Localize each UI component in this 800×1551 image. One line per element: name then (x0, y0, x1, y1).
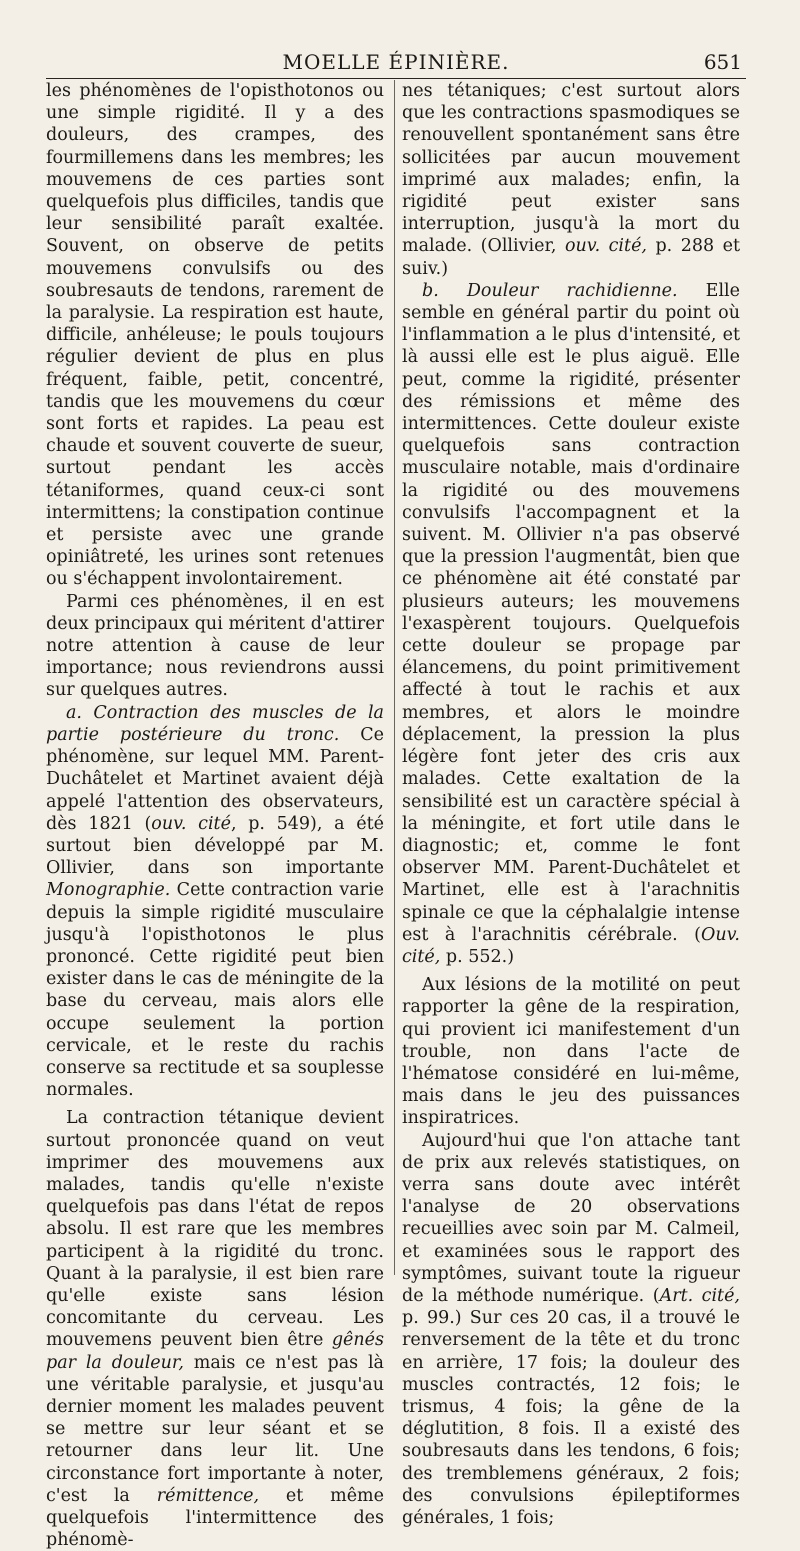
paragraph-text: les phénomènes de l'opisthotonos ou une simple rigidité. Il y a des douleurs, des crampes, des fourmillemens dans les membres; les mouvemens de ces parties sont quelquefois plus difficiles, tandis que leur sensibilité paraît exaltée. Souvent, on observe de petits mouvemens convulsifs ou des soubresauts de tendons, rarement de la paralysie. La respiration est haute, difficile, anhéleuse; le pouls toujours régulier devient de plus en plus fréquent, faible, petit, concentré, tandis que les mouvemens du cœur sont forts et rapides. La peau est chaude et souvent couverte de sueur, surtout pendant les accès tétaniformes, quand ceux-ci sont intermittens; la constipation continue et persiste avec une grande opiniâtreté, les urines sont retenues ou s'échappent involontairement. (46, 81, 384, 590)
paragraph (402, 1130, 740, 1530)
emphasis-italic: rémittence, (156, 1485, 260, 1506)
paragraph (46, 1107, 384, 1551)
running-title: MOELLE ÉPINIÈRE. (282, 50, 510, 74)
paragraph-text: Aujourd'hui que l'on attache tant de prix aux relevés statistiques, on verra sans doute avec intérêt l'analyse de 20 observations recueillies avec soin par M. Calmeil, et examinées sous le rapport des symptômes, suivant toute la rigueur de la méthode numérique. ( (402, 1130, 740, 1306)
paragraph-text: , p. 549), a été surtout bien développé par M. Ollivier, dans son importante (46, 813, 384, 879)
right-column (402, 80, 740, 1529)
column-divider (394, 80, 395, 1275)
paragraph (402, 80, 740, 280)
paragraph-text: et même quelquefois l'intermittence des phénomè- (46, 1485, 385, 1551)
paragraph-text: Cette contraction varie depuis la simple rigidité musculaire jusqu'à l'opisthotonos le plus prononcé. Cette rigidité peut bien exister dans le cas de méningite de la base du cerveau, mais alors elle occupe seulement la portion cervicale, et le reste du rachis conserve sa rectitude et sa souplesse normales. (46, 880, 384, 1101)
section-paragraph (46, 702, 384, 1102)
paragraph-text: mais ce n'est pas là une véritable paralysie, et jusqu'au dernier moment les malades peuvent se mettre sur leur séant et se retourner dans leur lit. Une circonstance fort importante à noter, c'est la (46, 1352, 384, 1506)
section-heading-italic: a. Contraction des muscles de la partie postérieure du tronc. (46, 702, 384, 745)
left-column (46, 80, 384, 1551)
citation-italic: ouv. cité, (564, 236, 647, 257)
paragraph-text: p. 552.) (440, 946, 515, 967)
citation-italic: ouv. cité (151, 813, 231, 834)
paragraph (402, 974, 740, 1129)
emphasis-italic: gênés par la douleur, (46, 1330, 384, 1373)
paragraph (46, 591, 384, 702)
citation-italic: Ouv. cité, (402, 924, 740, 967)
section-heading-italic: b. Douleur rachidienne. (422, 280, 678, 301)
page-number: 651 (703, 50, 742, 74)
paragraph-text: nes tétaniques; c'est surtout alors que les contractions spasmodiques se renouvellent spontanément sans être sollicitées par aucun mouvement imprimé aux malades; enfin, la rigidité peut exister sans interruption, jusqu'à la mort du malade. (Ollivier, (402, 81, 740, 257)
page-header (46, 48, 746, 79)
title-italic: Monographie. (46, 880, 171, 901)
paragraph-text: p. 99.) Sur ces 20 cas, il a trouvé le renversement de la tête et du tronc en arrière, 17 fois; la douleur des muscles contractés, 12 fois; le trismus, 4 fois; la gêne de la déglutition, 8 fois. Il a existé des soubresauts dans les tendons, 6 fois; des tremblemens généraux, 2 fois; des convulsions épileptiformes générales, 1 fois; (402, 1308, 740, 1528)
paragraph (46, 80, 384, 591)
paragraph-text: p. 288 et suiv.) (402, 236, 740, 279)
paragraph-text: Parmi ces phénomènes, il en est deux principaux qui méritent d'attirer notre attention à cause de leur importance; nous reviendrons aussi sur quelques autres. (46, 591, 384, 701)
paragraph-text: Aux lésions de la motilité on peut rapporter la gêne de la respiration, qui provient ici manifestement d'un trouble, non dans l'acte de l'hématose considéré en lui-même, mais dans le jeu des puissances inspiratrices. (402, 975, 740, 1129)
paragraph-text: Ce phénomène, sur lequel MM. Parent-Duchâtelet et Martinet avaient déjà appelé l'attention des observateurs, dès 1821 ( (46, 724, 384, 834)
paragraph-text: Elle semble en général partir du point où l'inflammation a le plus d'intensité, et là aussi elle est le plus aiguë. Elle peut, comme la rigidité, présenter des rémissions et même des intermittences. Cette douleur existe quelquefois sans contraction musculaire notable, mais d'ordinaire la rigidité ou des mouvemens convulsifs l'accompagnent et la suivent. M. Ollivier n'a pas observé que la pression l'augmentât, bien que ce phénomène ait été constaté par plusieurs auteurs; les mouvemens l'exaspèrent toujours. Quelquefois cette douleur se propage par élancemens, du point primitivement affecté à tout le rachis et aux membres, et alors le moindre déplacement, la pression la plus légère font jeter des cris aux malades. Cette exaltation de la sensibilité est un caractère spécial à la méningite, et fort utile dans le diagnostic; et, comme le font observer MM. Parent-Duchâtelet et Martinet, elle est à l'arachnitis spinale ce que la céphalalgie intense est à l'arachnitis cérébrale. ( (402, 280, 741, 945)
section-paragraph (402, 280, 740, 968)
paragraph-text: La contraction tétanique devient surtout prononcée quand on veut imprimer des mouvemens aux malades, tandis qu'elle n'existe quelquefois pas dans l'état de repos absolu. Il est rare que les membres participent à la rigidité du tronc. Quant à la paralysie, il est bien rare qu'elle existe sans lésion concomitante du cerveau. Les mouvemens peuvent bien être (46, 1108, 384, 1351)
citation-italic: Art. cité, (659, 1285, 740, 1306)
